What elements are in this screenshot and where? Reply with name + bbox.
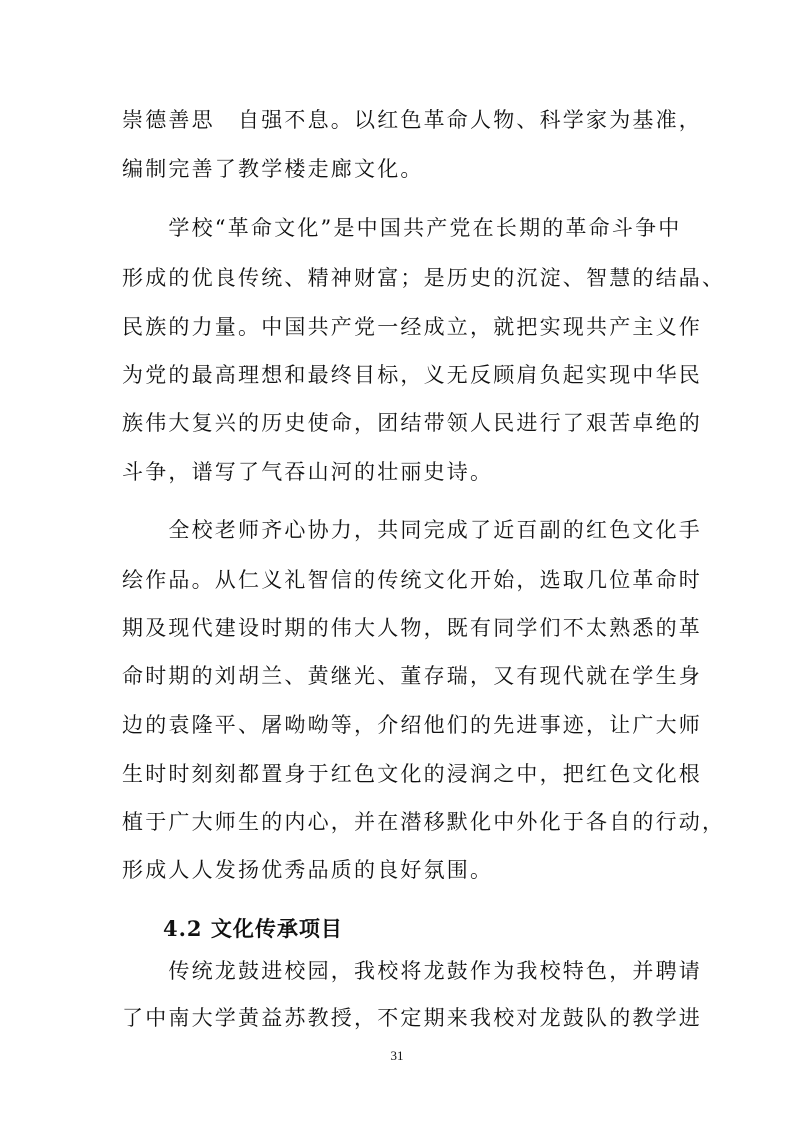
paragraph-3-line-1: 全校老师齐心协力，共同完成了近百副的红色文化手 (122, 518, 702, 542)
page-number: 31 (390, 1048, 404, 1063)
paragraph-2-line-2: 形成的优良传统、精神财富；是历史的沉淀、智慧的结晶、 (122, 266, 726, 290)
paragraph-1-line-1: 崇德善思 自强不息。以红色革命人物、科学家为基准， (122, 108, 702, 132)
paragraph-1-line-2: 编制完善了教学楼走廊文化。 (122, 157, 424, 181)
paragraph-2-line-5: 族伟大复兴的历史使命，团结带领人民进行了艰苦卓绝的 (122, 411, 702, 435)
paragraph-3-line-7: 植于广大师生的内心，并在潜移默化中外化于各自的行动， (122, 810, 726, 834)
paragraph-2-line-4: 为党的最高理想和最终目标，义无反顾肩负起实现中华民 (122, 363, 702, 387)
paragraph-3-line-8: 形成人人发扬优秀品质的良好氛围。 (122, 858, 494, 882)
paragraph-3-line-6: 生时时刻刻都置身于红色文化的浸润之中，把红色文化根 (122, 762, 702, 786)
section-heading: 4.2 文化传承项目 (163, 916, 343, 941)
section-line-1: 传统龙鼓进校园，我校将龙鼓作为我校特色，并聘请 (122, 959, 702, 983)
paragraph-3-line-3: 期及现代建设时期的伟大人物，既有同学们不太熟悉的革 (122, 616, 702, 640)
paragraph-3-line-4: 命时期的刘胡兰、黄继光、董存瑞，又有现代就在学生身 (122, 664, 702, 688)
paragraph-2-line-6: 斗争，谱写了气吞山河的壮丽史诗。 (122, 460, 494, 484)
paragraph-2-line-1: 学校“革命文化”是中国共产党在长期的革命斗争中 (122, 216, 682, 240)
paragraph-3-line-2: 绘作品。从仁义礼智信的传统文化开始，选取几位革命时 (122, 568, 702, 592)
paragraph-2-line-3: 民族的力量。中国共产党一经成立，就把实现共产主义作 (122, 315, 702, 339)
section-line-2: 了中南大学黄益苏教授，不定期来我校对龙鼓队的教学进 (122, 1006, 702, 1030)
paragraph-3-line-5: 边的袁隆平、屠呦呦等，介绍他们的先进事迹，让广大师 (122, 713, 702, 737)
